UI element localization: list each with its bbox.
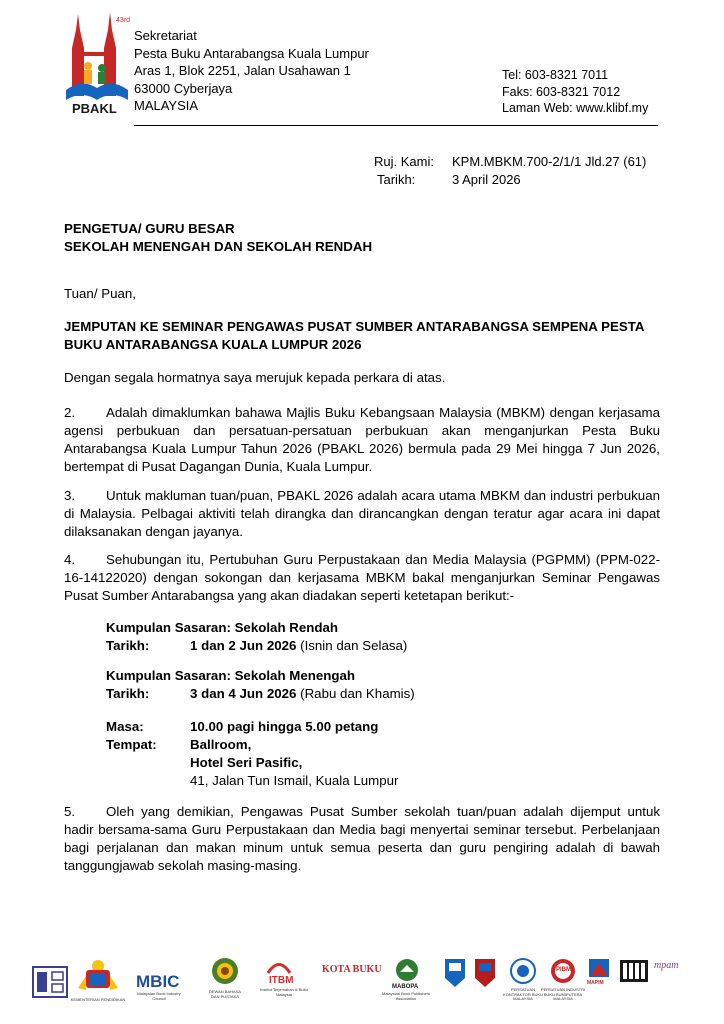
phone: Tel: 603-8321 7011 [502,68,609,82]
venue-label: Tempat: [106,737,157,752]
ref-value: KPM.MBKM.700-2/1/1 Jld.27 (61) [452,154,647,169]
mapim-logo: MAPIM [587,980,604,986]
subject-heading: JEMPUTAN KE SEMINAR PENGAWAS PUSAT SUMBER ANTARABANGSA SEMPENA PESTA BUKU ANTARABANGSA KUALA LUMPUR 2026 [64,319,644,352]
paragraph-number: 5. [64,804,76,819]
paragraph-text: Sehubungan itu, Pertubuhan Guru Perpustakaan dan Media Malaysia (PGPMM) (PPM-022-16-14122020) dengan sokongan dan kerjasama MBKM bakal menganjurkan Seminar Pengawas Pusat Sumber Antarabangsa yang akan diadakan seperti ketetapan berikut:- [64,552,660,603]
logo-word: PBAKL [72,101,117,116]
reference-block [374,153,646,188]
header-divider [134,125,658,126]
fax: Faks: 603-8321 7012 [502,84,621,99]
mabopa-caption: Malaysian Book Publishers Association [381,991,431,1001]
dbp-logo [210,956,240,993]
paragraph-number: 4. [64,552,76,567]
time-venue [106,718,398,790]
paragraph-text: Oleh yang demikian, Pengawas Pusat Sumber sekolah tuan/puan adalah dijemput untuk hadir bersama-sama Guru Perpustakaan dan Media bagi menyertai seminar tersebut. Perbelanjaan bagi perjalanan dan makan minum untuk semua peserta dan guru pengiring adalah di bawah tanggungjawab sekolah masing-masing. [64,804,660,873]
seminar-date: 3 dan 4 Jun 2026 [190,686,297,701]
date-label: Tarikh: [106,638,150,653]
mabopa-logo: MABOPA [392,984,419,990]
paragraph-5 [64,803,660,875]
venue-line: Ballroom, [190,737,252,752]
seminar-days: (Isnin dan Selasa) [300,638,408,653]
seminar-days: (Rabu dan Khamis) [300,686,415,701]
paragraph-2 [64,404,660,476]
time-value: 10.00 pagi hingga 5.00 petang [190,719,379,734]
mabopa-emblem [395,958,419,987]
paragraph-text: Adalah dimaklumkan bahawa Majlis Buku Kebangsaan Malaysia (MBKM) dengan kerjasama agensi perbukuan dan persatuan-persatuan perbukuan akan menganjurkan Pesta Buku Antarabangsa Kuala Lumpur Tahun 2026 (PBAKL 2026) bermula pada 29 Mei hingga 7 Jun 2026, bertempat di Pusat Dagangan Dunia, Kuala Lumpur. [64,405,660,474]
association-shield-logo [474,958,496,993]
paragraph-3 [64,487,660,541]
group-label: Kumpulan Sasaran: Sekolah Rendah [106,620,339,635]
mpam-logo: mpam [654,960,679,971]
group-label: Kumpulan Sasaran: Sekolah Menengah [106,668,356,683]
date-label: Tarikh: [106,686,150,701]
venue-line: Hotel Seri Pasific, [190,755,303,770]
contact-info [502,67,648,117]
recipient [64,220,372,255]
group-secondary [106,667,415,703]
paragraph-4 [64,551,660,605]
address-line: Aras 1, Blok 2251, Jalan Usahawan 1 [134,63,351,79]
partner-logos [26,950,696,1010]
pibm-caption: PERSATUAN INDUSTRI BUKU BUMIPUTERA MALAYSIA [540,987,586,1001]
date-label: Tarikh: [377,171,416,187]
website[interactable]: Laman Web: www.klibf.my [502,101,649,115]
contractors-logo [510,958,536,989]
venue-address: 41, Jalan Tun Ismail, Kuala Lumpur [190,773,399,788]
time-label: Masa: [106,719,144,734]
mbic-logo: MBIC [136,972,180,991]
seminar-date: 1 dan 2 Jun 2026 [190,638,297,653]
address-line: Pesta Buku Antarabangsa Kuala Lumpur [134,45,369,61]
address-line: Sekretariat [134,28,197,43]
itbm-caption: Institut Terjemahan & Buku Malaysia [260,987,308,997]
address-line: MALAYSIA [134,98,199,114]
paragraph-number: 3. [64,488,76,503]
contractors-caption: PERSATUAN KONTRAKTOR BUKU MALAYSIA [503,987,543,1001]
salutation: Tuan/ Puan, [64,286,136,301]
library-logo [32,966,68,1003]
address-line: 63000 Cyberjaya [134,80,233,96]
itbm-logo: ITBM [269,975,294,986]
mbic-caption: Malaysian Book Industry Council [137,991,181,1001]
dbp-caption: DEWAN BAHASA DAN PUSTAKA [208,989,242,999]
recipient-line: PENGETUA/ GURU BESAR [64,221,235,236]
date-value: 3 April 2026 [452,171,521,187]
recipient-line: SEKOLAH MENENGAH DAN SEKOLAH RENDAH [64,238,373,254]
edition-mark: 43rd [116,17,130,24]
group-primary [106,619,407,655]
kota-buku-logo: KOTA BUKU [322,964,382,975]
pibm-logo: PIBM [556,967,571,973]
paragraph-number: 2. [64,405,76,420]
piano-keys-logo [620,960,648,987]
ref-label: Ruj. Kami: [374,154,434,169]
intro-paragraph: Dengan segala hormatnya saya merujuk kepada perkara di atas. [64,370,446,385]
secretariat-address [134,27,369,115]
paragraph-text: Untuk makluman tuan/puan, PBAKL 2026 adalah acara utama MBKM dan industri perbukuan di Malaysia. Pelbagai aktiviti telah dirangka dan dirancangkan dengan teratur agar acara ini dapat dilaksanakan dengan jayanya. [64,488,660,539]
kpm-caption: KEMENTERIAN PENDIDIKAN [70,997,126,1002]
pibm-emblem [550,958,576,989]
association-shield-logo [444,958,466,993]
ministry-crest-logo [76,958,120,1001]
